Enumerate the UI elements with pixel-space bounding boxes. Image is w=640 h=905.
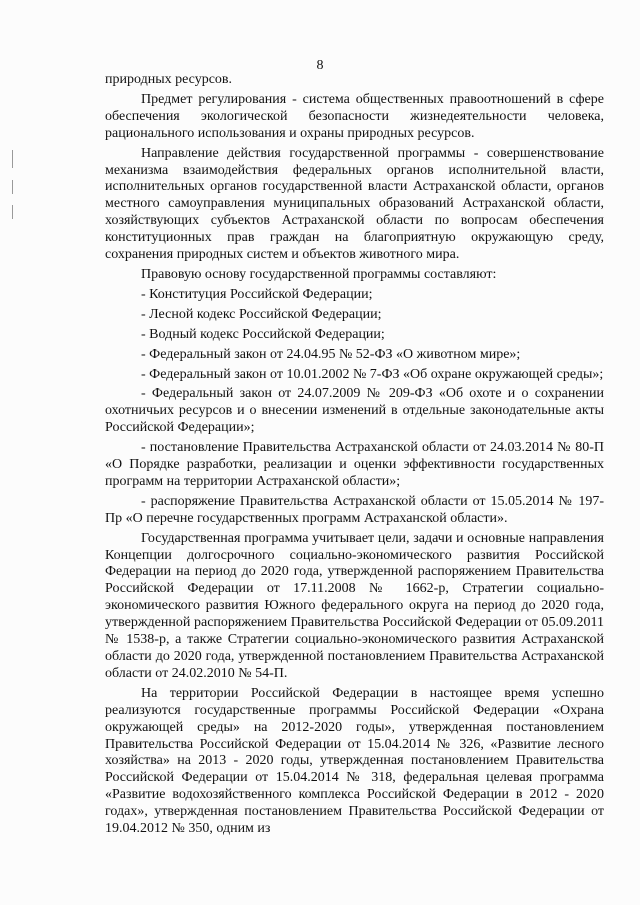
paragraph: Государственная программа учитывает цели, задачи и основные направления Концепции долгосрочного социально-экономического развития Российской Федерации на период до 2020 года, утвержденной распоряжением Правительства Российской Федерации от 17.11.2008 № 1662-р, Стратегии социально-экономического развития Южного федерального округа на период до 2020 года, утвержденной распоряжением Правительства Российской Федерации от 05.09.2011 № 1538-р, а также Стратегии социально-экономического развития Астраханской области до 2020 года, утвержденной постановлением Правительства Астраханской области от 24.02.2010 № 54-П. [105, 530, 604, 681]
paragraph: Правовую основу государственной программы составляют: [141, 266, 497, 282]
paragraph: Предмет регулирования - система общественных правоотношений в сфере обеспечения экологической безопасности жизнедеятельности человека, рационального использования и охраны природных ресурсов. [105, 91, 604, 141]
paragraph: - Лесной кодекс Российской Федерации; [141, 306, 382, 322]
paragraph: - Федеральный закон от 24.04.95 № 52-ФЗ «О животном мире»; [141, 346, 521, 362]
paragraph: - Конституция Российской Федерации; [141, 286, 373, 302]
margin-scan-mark [12, 150, 13, 168]
paragraph: Направление действия государственной программы - совершенствование механизма взаимодействия федеральных органов исполнительной власти, исполнительных органов государственной власти Астраханской области, органов местного самоуправления муниципальных образований Астраханской области, хозяйствующих субъектов Астраханской области по вопросам обеспечения конституционных прав граждан на благоприятную окружающую среду, сохранения природных систем и объектов животного мира. [105, 145, 604, 263]
paragraph: - Федеральный закон от 24.07.2009 № 209-ФЗ «Об охоте и о сохранении охотничьих ресурсов и о внесении изменений в отдельные законодательные акты Российской Федерации»; [105, 386, 604, 436]
paragraph: - постановление Правительства Астраханской области от 24.03.2014 № 80-П «О Порядке разработки, реализации и оценки эффективности государственных программ на территории Астраханской области»; [105, 440, 604, 489]
margin-scan-mark [12, 205, 13, 219]
paragraph: - распоряжение Правительства Астраханской области от 15.05.2014 № 197-Пр «О перечне государственных программ Астраханской области». [105, 493, 604, 526]
paragraph: природных ресурсов. [105, 72, 233, 87]
document-body [105, 72, 604, 841]
page-number: 8 [316, 58, 324, 73]
paragraph: На территории Российской Федерации в настоящее время успешно реализуются государственные программы Российской Федерации «Охрана окружающей среды» на 2012-2020 годы», утвержденная постановлением Правительства Российской Федерации от 15.04.2014 № 326, «Развитие лесного хозяйства» на 2013 - 2020 годы, утвержденная постановлением Правительства Российской Федерации от 15.04.2014 № 318, федеральная целевая программа «Развитие водохозяйственного комплекса Российской Федерации в 2012 - 2020 годах», утвержденная постановлением Правительства Российской Федерации от 19.04.2012 № 350, одним из [105, 685, 604, 837]
paragraph: - Водный кодекс Российской Федерации; [141, 326, 385, 342]
paragraph: - Федеральный закон от 10.01.2002 № 7-ФЗ «Об охране окружающей среды»; [141, 366, 604, 382]
margin-scan-mark [12, 180, 13, 194]
